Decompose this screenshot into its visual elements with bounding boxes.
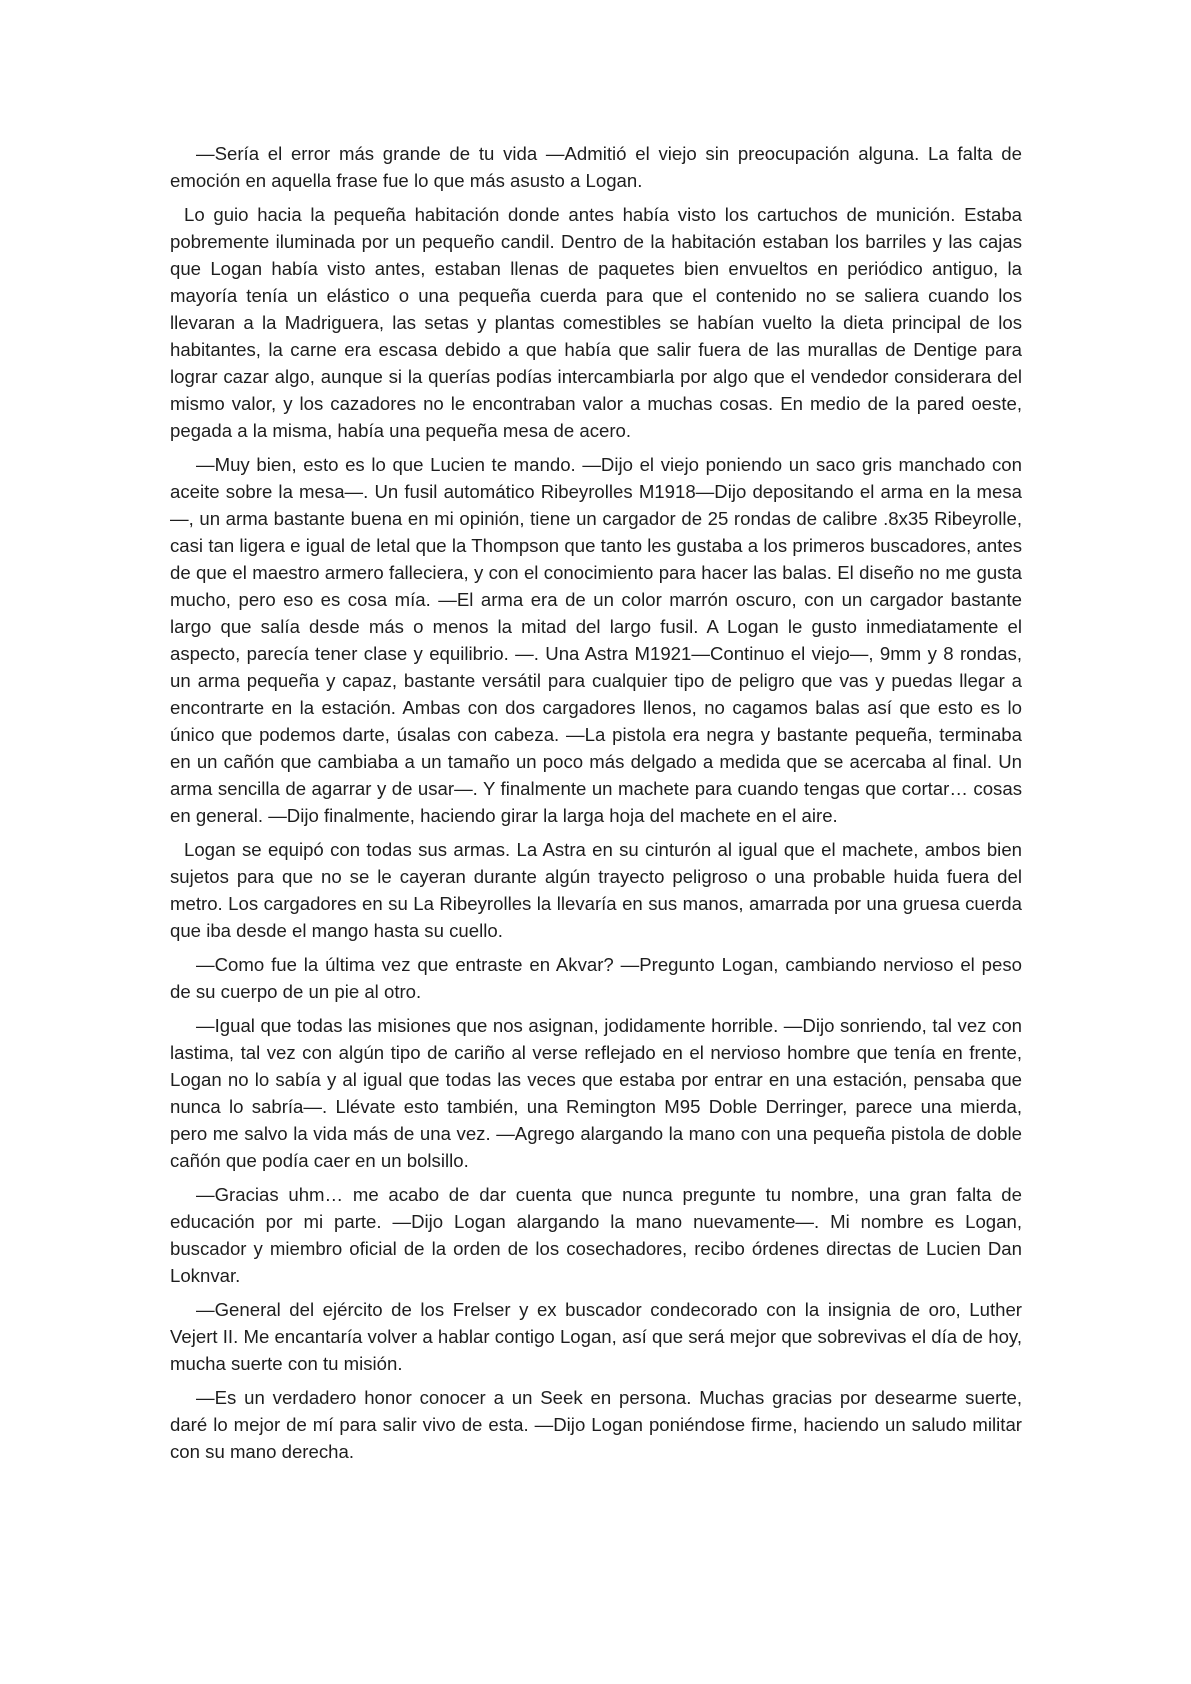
paragraph-9: —Es un verdadero honor conocer a un Seek en persona. Muchas gracias por desearme suerte, daré lo mejor de mí para salir vivo de esta. —Dijo Logan poniéndose firme, haciendo un saludo militar con su mano derecha. [170,1387,1022,1462]
paragraph-2: Lo guio hacia la pequeña habitación donde antes había visto los cartuchos de munición. Estaba pobremente iluminada por un pequeño candil. Dentro de la habitación estaban los barriles y las cajas que Logan había visto antes, estaban llenas de paquetes bien envueltos en periódico antiguo, la mayoría tenía un elástico o una pequeña cuerda para que el contenido no se saliera cuando los llevaran a la Madriguera, las setas y plantas comestibles se habían vuelto la dieta principal de los habitantes, la carne era escasa debido a que había que salir fuera de las murallas de Dentige para lograr cazar algo, aunque si la querías podías intercambiarla por algo que el vendedor considerara del mismo valor, y los cazadores no le encontraban valor a muchas cosas. En medio de la pared oeste, pegada a la misma, había una pequeña mesa de acero. [170,204,1022,441]
paragraph-1: —Sería el error más grande de tu vida —Admitió el viejo sin preocupación alguna. La falta de emoción en aquella frase fue lo que más asusto a Logan. [170,143,1022,191]
paragraph-7: —Gracias uhm… me acabo de dar cuenta que nunca pregunte tu nombre, una gran falta de educación por mi parte. —Dijo Logan alargando la mano nuevamente—. Mi nombre es Logan, buscador y miembro oficial de la orden de los cosechadores, recibo órdenes directas de Lucien Dan Loknvar. [170,1184,1022,1286]
paragraph-8: —General del ejército de los Frelser y ex buscador condecorado con la insignia de oro, Luther Vejert II. Me encantaría volver a hablar contigo Logan, así que será mejor que sobrevivas el día de hoy, mucha suerte con tu misión. [170,1299,1022,1374]
paragraph-3: —Muy bien, esto es lo que Lucien te mando. —Dijo el viejo poniendo un saco gris manchado con aceite sobre la mesa—. Un fusil automático Ribeyrolles M1918—Dijo depositando el arma en la mesa—, un arma bastante buena en mi opinión, tiene un cargador de 25 rondas de calibre .8x35 Ribeyrolle, casi tan ligera e igual de letal que la Thompson que tanto les gustaba a los primeros buscadores, antes de que el maestro armero falleciera, y con el conocimiento para hacer las balas. El diseño no me gusta mucho, pero eso es cosa mía. —El arma era de un color marrón oscuro, con un cargador bastante largo que salía desde más o menos la mitad del largo fusil. A Logan le gusto inmediatamente el aspecto, parecía tener clase y equilibrio. —. Una Astra M1921—Continuo el viejo—, 9mm y 8 rondas, un arma pequeña y capaz, bastante versátil para cualquier tipo de peligro que vas y puedas llegar a encontrarte en la estación. Ambas con dos cargadores llenos, no cagamos balas así que esto es lo único que podemos darte, úsalas con cabeza. —La pistola era negra y bastante pequeña, terminaba en un cañón que cambiaba a un tamaño un poco más delgado a medida que se acercaba al final. Un arma sencilla de agarrar y de usar—. Y finalmente un machete para cuando tengas que cortar… cosas en general. —Dijo finalmente, haciendo girar la larga hoja del machete en el aire. [170,454,1022,826]
paragraph-4: Logan se equipó con todas sus armas. La Astra en su cinturón al igual que el machete, ambos bien sujetos para que no se le cayeran durante algún trayecto peligroso o una probable huida fuera del metro. Los cargadores en su La Ribeyrolles la llevaría en sus manos, amarrada por una gruesa cuerda que iba desde el mango hasta su cuello. [170,839,1022,941]
paragraph-6: —Igual que todas las misiones que nos asignan, jodidamente horrible. —Dijo sonriendo, tal vez con lastima, tal vez con algún tipo de cariño al verse reflejado en el nervioso hombre que tenía en frente, Logan no lo sabía y al igual que todas las veces que estaba por entrar en una estación, pensaba que nunca lo sabría—. Llévate esto también, una Remington M95 Doble Derringer, parece una mierda, pero me salvo la vida más de una vez. —Agrego alargando la mano con una pequeña pistola de doble cañón que podía caer en un bolsillo. [170,1015,1022,1171]
paragraph-5: —Como fue la última vez que entraste en Akvar? —Pregunto Logan, cambiando nervioso el peso de su cuerpo de un pie al otro. [170,954,1022,1002]
document-page [170,140,1022,1472]
